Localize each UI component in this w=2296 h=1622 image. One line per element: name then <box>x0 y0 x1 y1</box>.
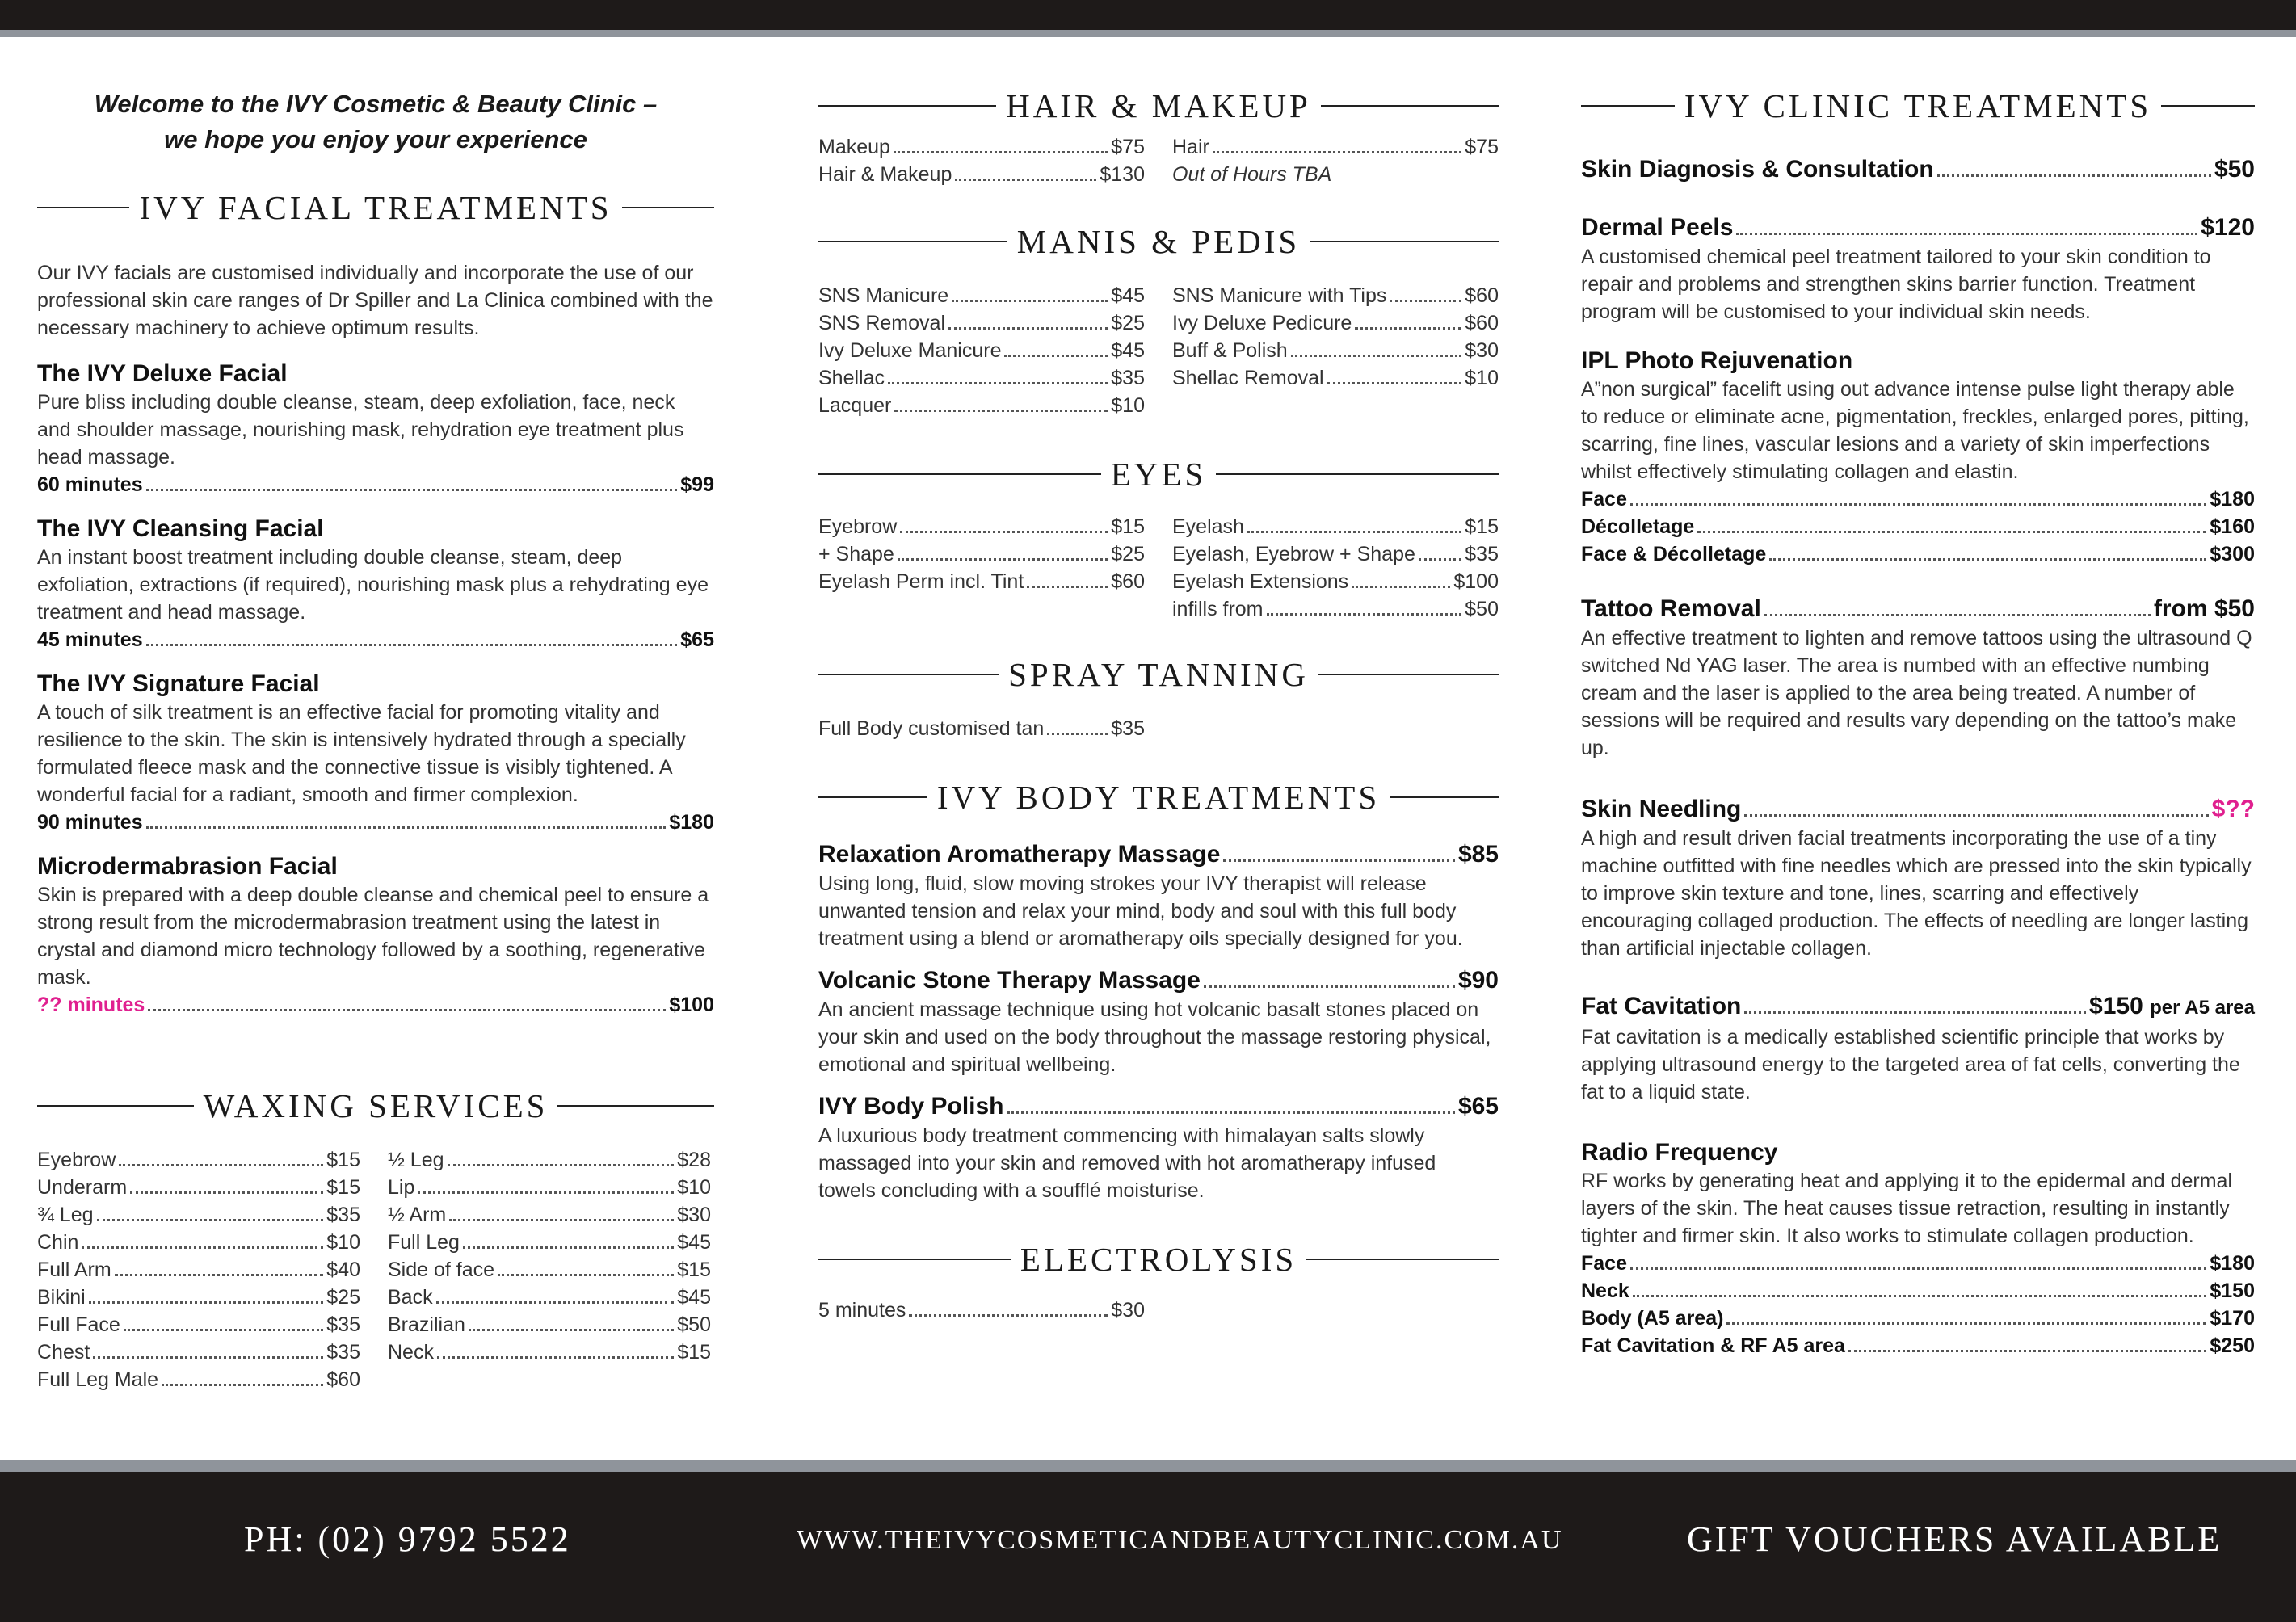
price-row: Eyelash, Eyebrow + Shape $35 <box>1172 543 1499 565</box>
facial-desc: Pure bliss including double cleanse, steam, deep exfoliation, face, neck and shoulder massage, nourishing mask, rehydration eye treatment plus head massage. <box>37 391 684 469</box>
facial-title: The IVY Signature Facial <box>37 670 320 697</box>
facial-title: The IVY Deluxe Facial <box>37 360 288 387</box>
welcome-message <box>37 86 714 158</box>
welcome-line-2: we hope you enjoy your experience <box>164 125 587 153</box>
price-row: Neck $15 <box>388 1341 711 1364</box>
facial-heading: IVY FACIAL TREATMENTS <box>37 188 714 227</box>
facial-title: Microdermabrasion Facial <box>37 853 338 880</box>
price-row: Full Arm $40 <box>37 1259 360 1281</box>
fat-title-line: Fat Cavitation $150 per A5 area <box>1581 993 2255 1019</box>
facial-price-line: 60 minutes $99 <box>37 473 714 496</box>
eyes-price-list <box>818 513 1499 623</box>
price-row: Shellac Removal $10 <box>1172 367 1499 389</box>
body-title-line: Relaxation Aromatherapy Massage $85 <box>818 841 1499 868</box>
price-row: Face $180 <box>1581 488 2255 511</box>
price-row: Neck $150 <box>1581 1280 2255 1302</box>
price-row: Eyelash $15 <box>1172 515 1499 538</box>
footer-gift-vouchers: GIFT VOUCHERS AVAILABLE <box>1687 1519 2222 1559</box>
price-row: Décolletage $160 <box>1581 515 2255 538</box>
facial-item <box>37 359 714 498</box>
price-row: Chest $35 <box>37 1341 360 1364</box>
price-row: Fat Cavitation & RF A5 area $250 <box>1581 1334 2255 1357</box>
price-row: Ivy Deluxe Manicure $45 <box>818 339 1145 362</box>
facial-intro: Our IVY facials are customised individually and incorporate the use of our professional skin care ranges of Dr Spiller and La Clinica combined with the necessary machinery to achieve optimum results. <box>37 262 713 339</box>
top-decorative-band <box>0 0 2296 37</box>
footer-website[interactable]: WWW.THEIVYCOSMETICANDBEAUTYCLINIC.COM.AU <box>797 1525 1563 1555</box>
hair-price-list <box>818 133 1499 188</box>
tattoo-title-line: Tattoo Removal from $50 <box>1581 595 2255 622</box>
manis-price-list <box>818 282 1499 419</box>
eyes-heading: EYES <box>818 455 1499 494</box>
price-row: 5 minutes $30 <box>818 1299 1145 1322</box>
price-row: Hair & Makeup $130 <box>818 163 1145 186</box>
price-row: Brazilian $50 <box>388 1313 711 1336</box>
waxing-left-list <box>37 1146 360 1393</box>
price-row: Lip $10 <box>388 1176 711 1199</box>
body-treatment <box>818 839 1499 952</box>
price-row: Full Face $35 <box>37 1313 360 1336</box>
price-row: Body (A5 area) $170 <box>1581 1307 2255 1330</box>
body-heading: IVY BODY TREATMENTS <box>818 778 1499 817</box>
facial-desc: Skin is prepared with a deep double cleanse and chemical peel to ensure a strong result from the microdermabrasion treatment using the latest in crystal and diamond micro technology followed by a soothing, regenerative mask. <box>37 884 709 989</box>
price-row: ¾ Leg $35 <box>37 1204 360 1226</box>
price-row: SNS Removal $25 <box>818 312 1145 334</box>
price-row: Bikini $25 <box>37 1286 360 1309</box>
tattoo-removal <box>1581 594 2255 762</box>
ipl-title: IPL Photo Rejuvenation <box>1581 347 1853 374</box>
peels-title-line: Dermal Peels $120 <box>1581 214 2255 241</box>
spray-price-list <box>818 715 1499 742</box>
column-right <box>1581 77 2255 1359</box>
rf-title: Radio Frequency <box>1581 1139 1778 1166</box>
manis-heading: MANIS & PEDIS <box>818 222 1499 261</box>
body-treatment <box>818 965 1499 1078</box>
price-row: Buff & Polish $30 <box>1172 339 1499 362</box>
ipl <box>1581 347 2255 568</box>
price-row: Back $45 <box>388 1286 711 1309</box>
facial-price-line: 90 minutes $180 <box>37 811 714 834</box>
hair-note: Out of Hours TBA <box>1172 163 1332 186</box>
waxing-price-list <box>37 1146 711 1393</box>
welcome-line-1: Welcome to the IVY Cosmetic & Beauty Clinic – <box>94 90 658 118</box>
price-row: Full Leg $45 <box>388 1231 711 1254</box>
price-row: Full Body customised tan $35 <box>818 717 1145 740</box>
price-row: ½ Leg $28 <box>388 1149 711 1171</box>
body-title-line: Volcanic Stone Therapy Massage $90 <box>818 967 1499 994</box>
price-row: Face $180 <box>1581 1252 2255 1275</box>
peels-desc: A customised chemical peel treatment tailored to your skin condition to repair and problems and strengthen skins barrier function. Treatment program will be customised to your individual skin needs. <box>1581 246 2211 323</box>
needling-title-line: Skin Needling $?? <box>1581 796 2255 822</box>
price-row: Ivy Deluxe Pedicure $60 <box>1172 312 1499 334</box>
facial-item <box>37 670 714 836</box>
column-middle <box>818 77 1499 1324</box>
electro-heading: ELECTROLYSIS <box>818 1240 1499 1279</box>
price-row: Eyebrow $15 <box>818 515 1145 538</box>
skin-needling <box>1581 794 2255 962</box>
waxing-right-list <box>388 1146 711 1393</box>
body-title-line: IVY Body Polish $65 <box>818 1093 1499 1120</box>
footer-phone[interactable]: PH: (02) 9792 5522 <box>244 1519 571 1559</box>
column-left <box>37 77 714 1393</box>
body-desc: An ancient massage technique using hot volcanic basalt stones placed on your skin and used on the body throughout the massage restoring physical, emotional and spiritual wellbeing. <box>818 998 1491 1076</box>
facial-desc: A touch of silk treatment is an effective facial for promoting vitality and resilience to the skin. The skin is intensively hydrated through a specially formulated fleece mask and the connective tissue is visibly tightened. A wonderful facial for a radiant, smooth and firmer complexion. <box>37 701 686 806</box>
price-row: Lacquer $10 <box>818 394 1145 417</box>
price-row: Chin $10 <box>37 1231 360 1254</box>
body-desc: A luxurious body treatment commencing with himalayan salts slowly massaged into your skin and removed with hot aromatherapy infused towels concluding with a soufflé moisturise. <box>818 1124 1436 1202</box>
fat-desc: Fat cavitation is a medically established scientific principle that works by applying ultrasound energy to the targeted area of fat cells, converting the fat to a liquid state. <box>1581 1026 2240 1103</box>
fat-cavitation <box>1581 991 2255 1106</box>
tattoo-desc: An effective treatment to lighten and remove tattoos using the ultrasound Q switched Nd YAG laser. The area is numbed with an effective numbing cream and the laser is applied to the area being treated. A number of sessions will be required and results vary depending on the tattoo’s make up. <box>1581 627 2252 759</box>
price-row: Makeup $75 <box>818 136 1145 158</box>
dermal-peels <box>1581 212 2255 326</box>
rf-desc: RF works by generating heat and applying it to the epidermal and dermal layers of the skin. The heat causes tissue retraction, resulting in instantly tighter and firmer skin. It also works to stimulate collagen production. <box>1581 1170 2233 1247</box>
facial-price-line: 45 minutes $65 <box>37 628 714 651</box>
diagnosis-line: Skin Diagnosis & Consultation $50 <box>1581 156 2255 183</box>
spray-heading: SPRAY TANNING <box>818 655 1499 694</box>
needling-desc: A high and result driven facial treatments incorporating the use of a tiny machine outfitted with fine needles which are pressed into the skin typically to improve skin texture and tone, lines, scarring and effectively encouraging collaged production. The effects of needling are longer lasting than artificial injectable collagen. <box>1581 827 2252 960</box>
electro-price-list <box>818 1296 1499 1324</box>
body-desc: Using long, fluid, slow moving strokes your IVY therapist will release unwanted tension and relax your mind, body and soul with this full body treatment using a blend or aromatherapy oils specially designed for you. <box>818 872 1463 950</box>
price-row: infills from $50 <box>1172 598 1499 620</box>
facial-price-line: ?? minutes $100 <box>37 994 714 1016</box>
price-row: Shellac $35 <box>818 367 1145 389</box>
facial-title: The IVY Cleansing Facial <box>37 515 324 542</box>
price-row: Eyelash Extensions $100 <box>1172 570 1499 593</box>
clinic-heading: IVY CLINIC TREATMENTS <box>1581 86 2255 125</box>
price-row: Face & Décolletage $300 <box>1581 543 2255 565</box>
facial-item <box>37 852 714 1019</box>
body-treatment <box>818 1091 1499 1204</box>
price-row: Hair $75 <box>1172 136 1499 158</box>
facial-item <box>37 515 714 653</box>
price-row: SNS Manicure $45 <box>818 284 1145 307</box>
price-row: Eyebrow $15 <box>37 1149 360 1171</box>
waxing-heading: WAXING SERVICES <box>37 1086 714 1125</box>
price-row: Full Leg Male $60 <box>37 1368 360 1391</box>
price-row: + Shape $25 <box>818 543 1145 565</box>
ipl-desc: A”non surgical” facelift using out advance intense pulse light therapy able to reduce or eliminate acne, pigmentation, freckles, enlarged pores, pitting, scarring, fine lines, vascular lesions and a variety of skin imperfections whilst effectively stimulating collagen and elastin. <box>1581 378 2249 483</box>
price-row: ½ Arm $30 <box>388 1204 711 1226</box>
price-row: Side of face $15 <box>388 1259 711 1281</box>
facial-desc: An instant boost treatment including double cleanse, steam, deep exfoliation, extractions (if required), nourishing mask plus a rehydrating eye treatment and head massage. <box>37 546 709 624</box>
hair-heading: HAIR & MAKEUP <box>818 86 1499 125</box>
price-row: Underarm $15 <box>37 1176 360 1199</box>
price-row: Eyelash Perm incl. Tint $60 <box>818 570 1145 593</box>
price-row: SNS Manicure with Tips $60 <box>1172 284 1499 307</box>
radio-frequency <box>1581 1138 2255 1359</box>
